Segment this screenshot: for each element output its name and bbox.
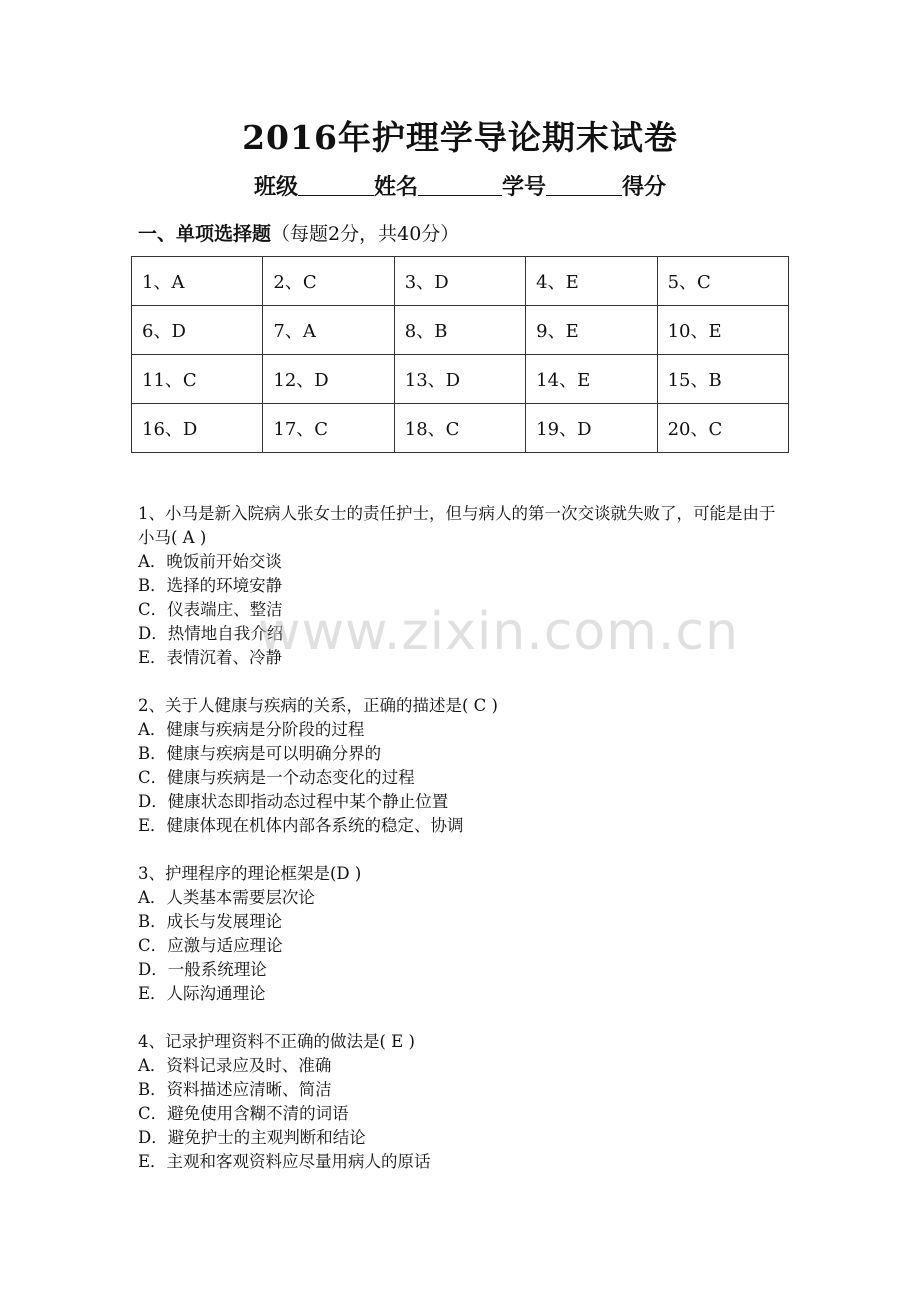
answer-row xyxy=(132,257,789,306)
answer-table xyxy=(131,256,789,453)
question-option: C．应激与适应理论 xyxy=(138,936,283,955)
score-label: 得分 xyxy=(622,174,667,200)
question-option: A．健康与疾病是分阶段的过程 xyxy=(138,720,365,739)
answer-cell: 14、E xyxy=(526,355,657,404)
answer-cell: 3、D xyxy=(394,257,525,306)
answer-cell: 16、D xyxy=(132,404,263,453)
question-option: D．热情地自我介绍 xyxy=(138,624,284,643)
question-item xyxy=(138,1030,788,1174)
answer-cell: 6、D xyxy=(132,306,263,355)
question-stem: 3、护理程序的理论框架是(D ) xyxy=(138,864,362,883)
answer-cell: 19、D xyxy=(526,404,657,453)
name-label: 姓名 xyxy=(373,174,418,200)
answer-cell: 20、C xyxy=(657,404,788,453)
answer-cell: 2、C xyxy=(263,257,394,306)
answer-cell: 15、B xyxy=(657,355,788,404)
answer-cell: 17、C xyxy=(263,404,394,453)
number-blank xyxy=(546,175,622,196)
question-item xyxy=(138,862,788,1006)
question-option: A．资料记录应及时、准确 xyxy=(138,1056,332,1075)
question-stem: 1、小马是新入院病人张女士的责任护士，但与病人的第一次交谈就失败了，可能是由于小马( A ) xyxy=(138,504,776,547)
question-option: E．人际沟通理论 xyxy=(138,984,266,1003)
question-option: D．健康状态即指动态过程中某个静止位置 xyxy=(138,792,449,811)
answer-cell: 5、C xyxy=(657,257,788,306)
answer-cell: 1、A xyxy=(132,257,263,306)
answer-row xyxy=(132,404,789,453)
exam-title: 2016年护理学导论期末试卷 xyxy=(242,118,678,157)
answer-row xyxy=(132,306,789,355)
question-option: B．成长与发展理论 xyxy=(138,912,283,931)
question-option: D．一般系统理论 xyxy=(138,960,267,979)
question-option: B．资料描述应清晰、简洁 xyxy=(138,1080,332,1099)
question-option: D．避免护士的主观判断和结论 xyxy=(138,1128,366,1147)
answer-cell: 8、B xyxy=(394,306,525,355)
question-option: A．人类基本需要层次论 xyxy=(138,888,315,907)
answer-cell: 10、E xyxy=(657,306,788,355)
question-option: E．主观和客观资料应尽量用病人的原话 xyxy=(138,1152,431,1171)
number-label: 学号 xyxy=(502,174,547,200)
question-stem: 2、关于人健康与疾病的关系，正确的描述是( C ) xyxy=(138,696,498,715)
question-option: E．表情沉着、冷静 xyxy=(138,648,283,667)
answer-cell: 9、E xyxy=(526,306,657,355)
question-option: A．晚饭前开始交谈 xyxy=(138,552,282,571)
class-blank xyxy=(298,175,374,196)
section-note: （每题2分，共40分） xyxy=(271,223,460,245)
name-blank xyxy=(418,175,502,196)
question-item xyxy=(138,694,788,838)
question-option: B．健康与疾病是可以明确分界的 xyxy=(138,744,382,763)
section-heading xyxy=(138,219,459,246)
answer-row xyxy=(132,355,789,404)
question-option: C．避免使用含糊不清的词语 xyxy=(138,1104,349,1123)
question-option: E．健康体现在机体内部各系统的稳定、协调 xyxy=(138,816,464,835)
answer-cell: 18、C xyxy=(394,404,525,453)
question-stem: 4、记录护理资料不正确的做法是( E ) xyxy=(138,1032,415,1051)
answer-cell: 12、D xyxy=(263,355,394,404)
question-option: C．健康与疾病是一个动态变化的过程 xyxy=(138,768,415,787)
answer-cell: 11、C xyxy=(132,355,263,404)
question-option: C．仪表端庄、整洁 xyxy=(138,600,283,619)
section-title: 一、单项选择题 xyxy=(138,223,272,245)
answer-cell: 13、D xyxy=(394,355,525,404)
watermark: www.zixin.com.cn xyxy=(258,602,739,662)
answer-cell: 7、A xyxy=(263,306,394,355)
answer-cell: 4、E xyxy=(526,257,657,306)
student-info-line xyxy=(0,170,920,201)
question-option: B．选择的环境安静 xyxy=(138,576,283,595)
class-label: 班级 xyxy=(253,174,298,200)
